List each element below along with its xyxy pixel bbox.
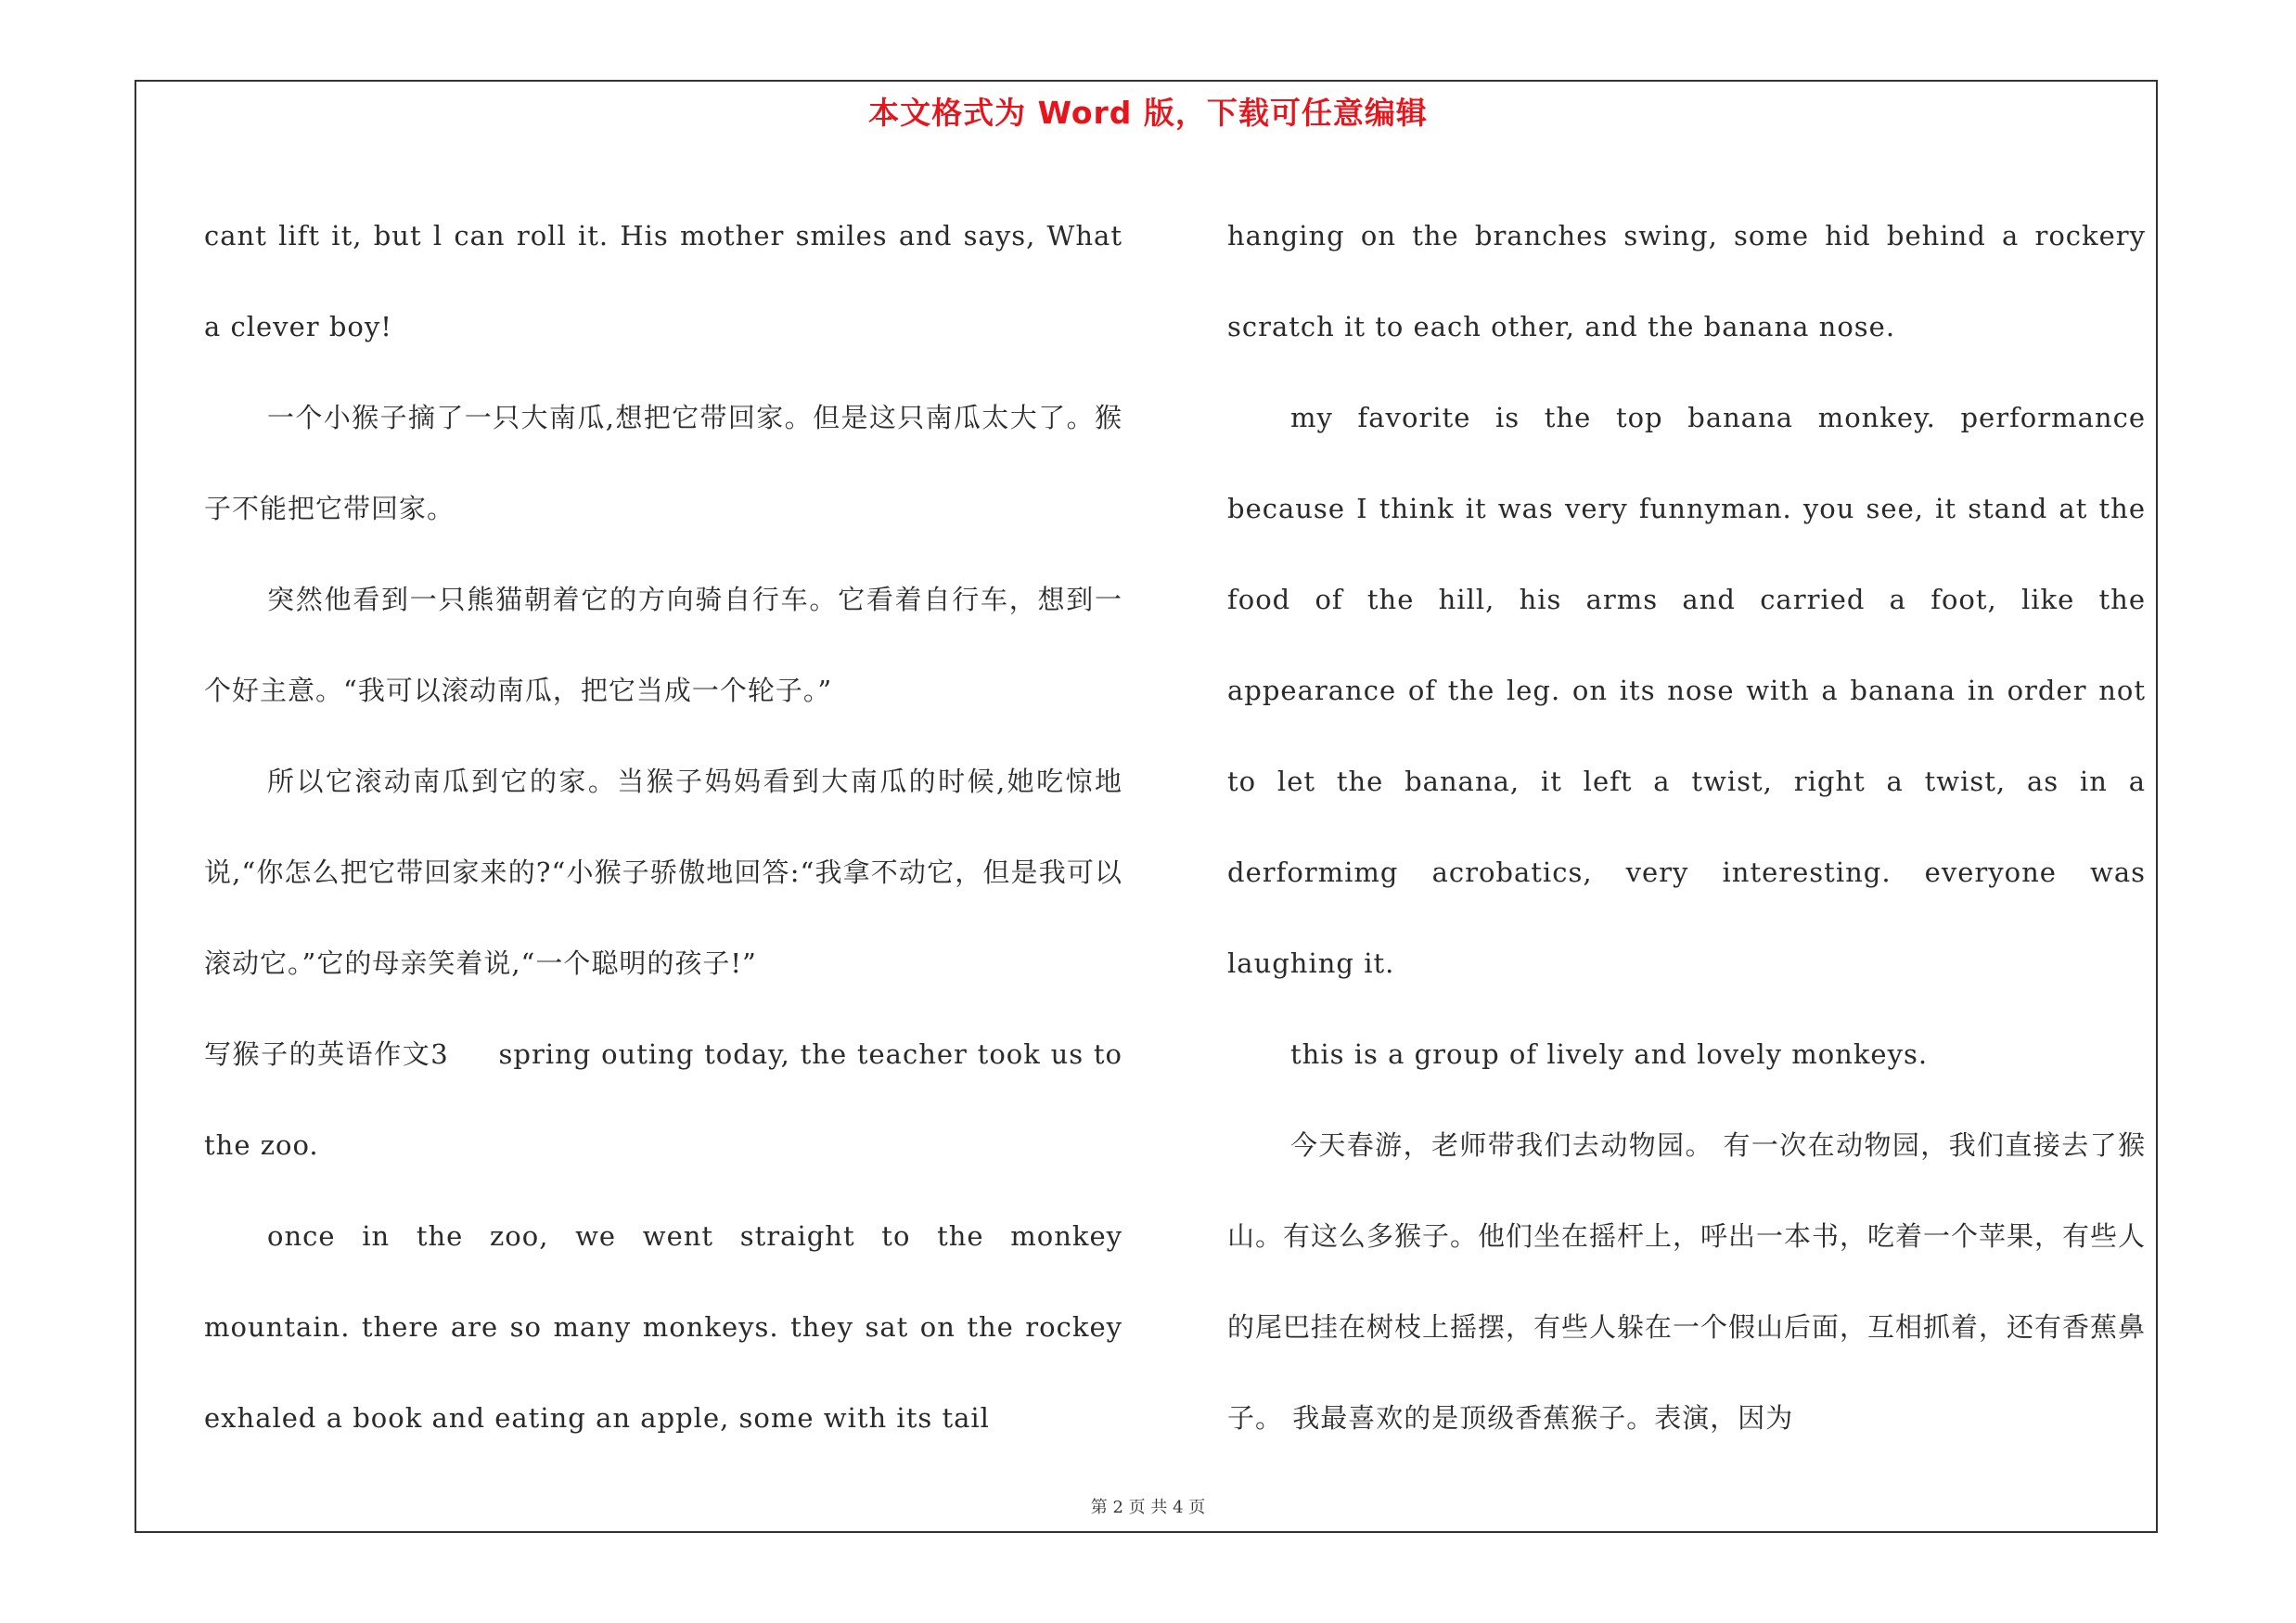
paragraph: this is a group of lively and lovely monkeys. bbox=[1290, 1038, 1929, 1070]
paragraph: hanging on the branches swing, some hid behind a rockery scratch it to each other, and the banana nose. bbox=[1227, 220, 2146, 342]
paragraph: 所以它滚动南瓜到它的家。当猴子妈妈看到大南瓜的时候,她吃惊地说,“你怎么把它带回家来的?“小猴子骄傲地回答:“我拿不动它，但是我可以滚动它。”它的母亲笑着说,“一个聪明的孩子!” bbox=[204, 766, 1122, 979]
paragraph: 突然他看到一只熊猫朝着它的方向骑自行车。它看着自行车，想到一个好主意。“我可以滚动南瓜，把它当成一个轮子。” bbox=[204, 584, 1122, 706]
section-heading-paragraph: 写猴子的英语作文3 spring outing today, the teacher took us to the zoo. bbox=[204, 1038, 1133, 1161]
paragraph: once in the zoo, we went straight to the monkey mountain. there are so many monkeys. they sat on the rockey exhaled a book and eating an apple, some with its tail bbox=[204, 1220, 1122, 1434]
page-number: 第 2 页 共 4 页 bbox=[1090, 1498, 1206, 1517]
paragraph: 今天春游，老师带我们去动物园。 有一次在动物园，我们直接去了猴山。有这么多猴子。他们坐在摇杆上，呼出一本书，吃着一个苹果，有些人的尾巴挂在树枝上摇摆，有些人躲在一个假山后面，互相抓着，还有香蕉鼻子。 我最喜欢的是顶级香蕉猴子。表演，因为 bbox=[1227, 1129, 2147, 1434]
right-column bbox=[1227, 190, 2146, 1463]
document-banner: 本文格式为 Word 版，下载可任意编辑 bbox=[868, 95, 1428, 131]
paragraph: my favorite is the top banana monkey. performance because I think it was very funnyman. you see, it stand at the food of the hill, his arms and carried a foot, like the appearance of the leg. on its nose with a banana in order not to let the banana, it left a twist, right a twist, as in a derformimg acrobatics, very interesting. everyone was laughing it. bbox=[1227, 402, 2146, 979]
left-column bbox=[204, 190, 1133, 1463]
paragraph: cant lift it, but l can roll it. His mother smiles and says, What a clever boy! bbox=[204, 220, 1122, 342]
paragraph: 一个小猴子摘了一只大南瓜,想把它带回家。但是这只南瓜太大了。猴子不能把它带回家。 bbox=[204, 402, 1122, 524]
